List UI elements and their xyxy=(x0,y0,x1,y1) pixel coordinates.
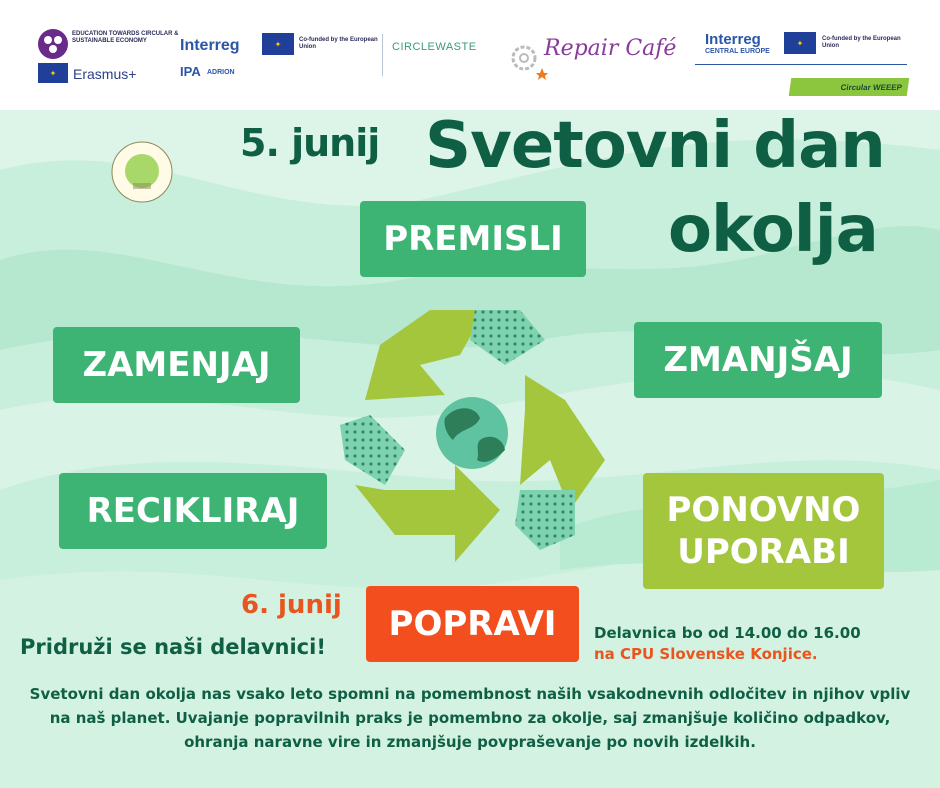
ipa-label: IPA xyxy=(180,64,201,79)
workshop-time: Delavnica bo od 14.00 do 16.00 xyxy=(594,624,861,642)
date-label-2: 6. junij xyxy=(241,590,342,620)
recycle-arrow-icon xyxy=(365,310,485,400)
dotted-segment xyxy=(515,490,575,550)
eu-flag-icon: ✦ xyxy=(38,63,68,83)
cofunded-text-2: Co-funded by the European Union xyxy=(822,36,901,49)
recikliraj-label: RECIKLIRAJ xyxy=(59,473,327,549)
recycle-graphic xyxy=(335,300,605,570)
eu-flag-icon: ✦ xyxy=(262,33,294,55)
page-title-line1: Svetovni dan xyxy=(425,109,885,183)
center-stamp-text xyxy=(116,136,129,137)
zmanjsaj-label: ZMANJŠAJ xyxy=(634,322,882,398)
logo-divider xyxy=(695,64,907,65)
premisli-label: PREMISLI xyxy=(360,201,586,277)
eu-flag-icon: ✦ xyxy=(784,32,816,54)
repair-cafe-logo: Repair Café xyxy=(544,36,677,61)
join-workshop-text: Pridruži se naši delavnici! xyxy=(20,635,326,659)
dotted-segment xyxy=(470,310,545,365)
logo-divider xyxy=(382,34,383,76)
zamenjaj-label: ZAMENJAJ xyxy=(53,327,300,403)
interreg-logo-1: Interreg xyxy=(180,37,240,54)
workshop-place: na CPU Slovenske Konjice. xyxy=(594,645,818,663)
erasmus-label: Erasmus+ xyxy=(73,66,137,82)
central-europe-label: CENTRAL EUROPE xyxy=(705,48,770,55)
interreg-logo-2: Interreg xyxy=(705,31,761,48)
popravi-label: POPRAVI xyxy=(366,586,579,662)
body-paragraph: Svetovni dan okolja nas vsako leto spomni na pomembnost naših vsakodnevnih odločitev in njihov vpliv na naš planet. Uvajanje popravilnih praks je pomembno za okolje, saj zmanjšuje količino odpadkov, ohranja naravne vire in zmanjšuje povpraševanje po novih izdelkih. xyxy=(29,685,911,751)
center-stamp-logo xyxy=(111,141,173,203)
adrion-label: ADRION xyxy=(207,69,235,76)
ponovno-line1: PONOVNO xyxy=(666,490,861,530)
recycle-arrow-icon xyxy=(520,375,605,510)
education-logo-text: EDUCATION TOWARDS CIRCULAR & SUSTAINABLE ECONOMY xyxy=(72,31,179,44)
education-logo-icon xyxy=(37,28,69,60)
circlewaste-label: CIRCLEWASTE xyxy=(392,41,477,53)
ponovno-uporabi-label xyxy=(643,473,884,589)
ponovno-line2: UPORABI xyxy=(677,532,850,572)
circular-weeep-badge xyxy=(789,78,910,96)
cofunded-text-1: Co-funded by the European Union xyxy=(299,37,378,50)
gear-icon xyxy=(508,40,548,80)
page-title-line2: okolja xyxy=(668,193,878,267)
globe-icon xyxy=(436,397,508,469)
circular-weeep-label: Circular WEEEP xyxy=(840,82,903,92)
date-label-1: 5. junij xyxy=(240,121,380,165)
dotted-segment xyxy=(340,415,405,485)
